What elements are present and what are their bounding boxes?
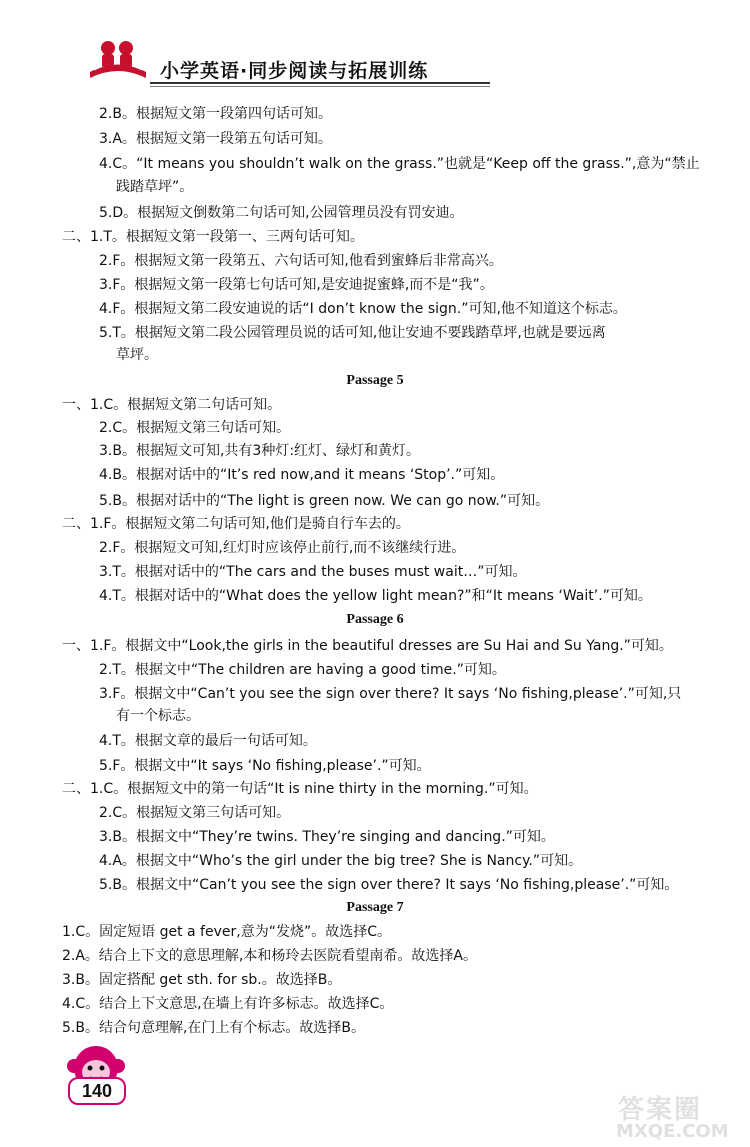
answer-line: 2.A。结合上下文的意思理解,本和杨玲去医院看望南希。故选择A。 [62, 948, 477, 964]
answer-line: 1.C。固定短语 get a fever,意为“发烧”。故选择C。 [62, 924, 391, 940]
answer-line: 2.C。根据短文第三句话可知。 [99, 420, 291, 436]
watermark [612, 1085, 742, 1143]
answer-line: 草坪。 [116, 347, 158, 363]
passage-heading: Passage 6 [346, 612, 404, 627]
answer-line: 4.C。结合上下文意思,在墙上有许多标志。故选择C。 [62, 996, 394, 1012]
answer-line: 2.T。根据文中“The children are having a good time.”可知。 [99, 662, 506, 678]
answer-line: 一、1.C。根据短文第二句话可知。 [62, 397, 282, 413]
answer-line: 2.C。根据短文第三句话可知。 [99, 805, 291, 821]
answer-line: 4.A。根据文中“Who’s the girl under the big tree? She is Nancy.”可知。 [99, 853, 583, 869]
answer-line: 二、1.C。根据短文中的第一句话“It is nine thirty in the morning.”可知。 [62, 781, 538, 797]
answer-line: 3.T。根据对话中的“The cars and the buses must wait…”可知。 [99, 564, 527, 580]
answer-line: 5.B。根据文中“Can’t you see the sign over there? It says ‘No fishing,please’.”可知。 [99, 877, 679, 893]
answer-line: 3.F。根据文中“Can’t you see the sign over there? It says ‘No fishing,please’.”可知,只 [99, 686, 682, 702]
answer-line: 践踏草坪”。 [116, 179, 194, 195]
answer-line: 4.T。根据文章的最后一句话可知。 [99, 733, 317, 749]
answer-line: 一、1.F。根据文中“Look,the girls in the beautiful dresses are Su Hai and Su Yang.”可知。 [62, 638, 673, 654]
answer-line: 2.F。根据短文第一段第五、六句话可知,他看到蜜蜂后非常高兴。 [99, 253, 503, 269]
kids-reading-logo-icon [86, 36, 150, 82]
answer-line: 3.B。固定搭配 get sth. for sb.。故选择B。 [62, 972, 342, 988]
page-number: 140 [68, 1077, 126, 1105]
answer-line: 有一个标志。 [116, 708, 200, 724]
answer-line: 二、1.T。根据短文第一段第一、三两句话可知。 [62, 229, 364, 245]
header-rule [150, 82, 490, 84]
watermark-text: 答案圈 [618, 1095, 703, 1125]
watermark-url: MXQE.COM [616, 1121, 729, 1142]
book-title: 小学英语·同步阅读与拓展训练 [160, 60, 429, 82]
answer-line: 4.B。根据对话中的“It’s red now,and it means ‘Stop’.”可知。 [99, 467, 505, 483]
answer-line: 2.B。根据短文第一段第四句话可知。 [99, 106, 332, 122]
answer-line: 3.B。根据文中“They’re twins. They’re singing and dancing.”可知。 [99, 829, 555, 845]
page-header [0, 0, 750, 100]
answer-line: 4.T。根据对话中的“What does the yellow light mean?”和“It means ‘Wait’.”可知。 [99, 588, 652, 604]
passage-heading: Passage 5 [346, 373, 404, 388]
header-rule-thin [150, 86, 490, 87]
answer-line: 5.D。根据短文倒数第二句话可知,公园管理员没有罚安迪。 [99, 205, 464, 221]
answer-line: 3.B。根据短文可知,共有3种灯:红灯、绿灯和黄灯。 [99, 443, 421, 459]
answer-line: 3.F。根据短文第一段第七句话可知,是安迪捉蜜蜂,而不是“我”。 [99, 277, 494, 293]
passage-heading: Passage 7 [346, 900, 404, 915]
answer-line: 二、1.F。根据短文第二句话可知,他们是骑自行车去的。 [62, 516, 410, 532]
answer-line: 3.A。根据短文第一段第五句话可知。 [99, 131, 332, 147]
answer-line: 5.T。根据短文第二段公园管理员说的话可知,他让安迪不要践踏草坪,也就是要远离 [99, 325, 606, 341]
answer-line: 5.B。根据对话中的“The light is green now. We can go now.”可知。 [99, 493, 550, 509]
answer-line: 2.F。根据短文可知,红灯时应该停止前行,而不该继续行进。 [99, 540, 466, 556]
answer-line: 5.F。根据文中“It says ‘No fishing,please’.”可知。 [99, 758, 431, 774]
answer-line: 4.C。“It means you shouldn’t walk on the grass.”也就是“Keep off the grass.”,意为“禁止 [99, 156, 700, 172]
answer-line: 4.F。根据短文第二段安迪说的话“I don’t know the sign.”可知,他不知道这个标志。 [99, 301, 627, 317]
answer-line: 5.B。结合句意理解,在门上有个标志。故选择B。 [62, 1020, 366, 1036]
